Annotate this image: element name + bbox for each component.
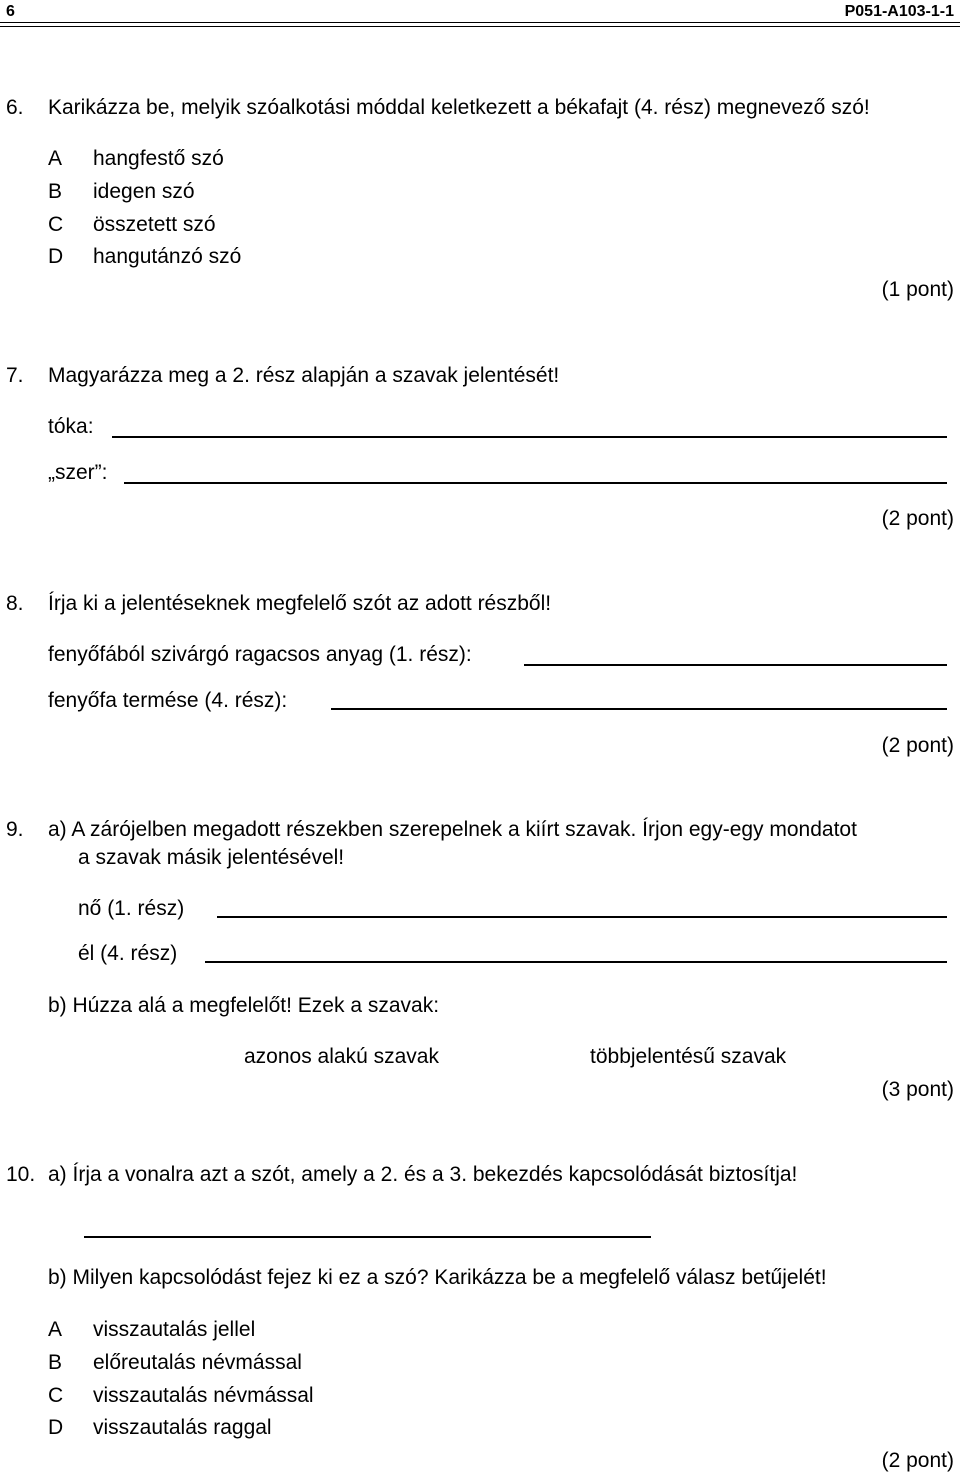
q10-option-c-text: visszautalás névmással xyxy=(93,1384,314,1407)
q9-answer-line-el[interactable] xyxy=(205,961,947,963)
q7-answer-line-szer[interactable] xyxy=(124,482,947,484)
q6-option-b-letter[interactable]: B xyxy=(48,180,63,203)
q6-option-c-text: összetett szó xyxy=(93,213,216,236)
q7-label-toka: tóka: xyxy=(48,415,94,438)
q8-answer-line-1[interactable] xyxy=(524,664,947,666)
q10-option-b-letter[interactable]: B xyxy=(48,1351,63,1374)
q8-number: 8. xyxy=(6,592,24,615)
q10-points: (2 pont) xyxy=(881,1449,954,1472)
page-number: 6 xyxy=(6,3,15,20)
q10-part-b: b) Milyen kapcsolódást fejez ki ez a szó? Karikázza be a megfelelő válasz betűjelét! xyxy=(48,1266,827,1289)
q10-option-c-letter[interactable]: C xyxy=(48,1384,64,1407)
q6-number: 6. xyxy=(6,96,24,119)
q6-points: (1 pont) xyxy=(881,278,954,301)
q9-label-no: nő (1. rész) xyxy=(78,897,185,920)
q10-option-d-letter[interactable]: D xyxy=(48,1416,64,1439)
q9-part-a-line2: a szavak másik jelentésével! xyxy=(78,846,345,869)
q10-number: 10. xyxy=(6,1163,36,1186)
q10-option-a-letter[interactable]: A xyxy=(48,1318,63,1341)
q10-option-d-text: visszautalás raggal xyxy=(93,1416,272,1439)
q9-points: (3 pont) xyxy=(881,1078,954,1101)
q9-choice-2[interactable]: többjelentésű szavak xyxy=(590,1045,787,1068)
q6-option-d-text: hangutánzó szó xyxy=(93,245,242,268)
q6-option-a-text: hangfestő szó xyxy=(93,147,224,170)
q6-option-a-letter[interactable]: A xyxy=(48,147,63,170)
q10-answer-line[interactable] xyxy=(84,1236,651,1238)
q9-choice-1[interactable]: azonos alakú szavak xyxy=(244,1045,439,1068)
q8-label-2: fenyőfa termése (4. rész): xyxy=(48,689,288,712)
q6-option-d-letter[interactable]: D xyxy=(48,245,64,268)
q10-option-b-text: előreutalás névmással xyxy=(93,1351,302,1374)
q8-label-1: fenyőfából szivárgó ragacsos anyag (1. rész): xyxy=(48,643,472,666)
q7-points: (2 pont) xyxy=(881,507,954,530)
q9-label-el: él (4. rész) xyxy=(78,942,178,965)
q7-text: Magyarázza meg a 2. rész alapján a szavak jelentését! xyxy=(48,364,560,387)
q6-option-c-letter[interactable]: C xyxy=(48,213,64,236)
q9-number: 9. xyxy=(6,818,24,841)
q10-option-a-text: visszautalás jellel xyxy=(93,1318,256,1341)
q10-part-a: a) Írja a vonalra azt a szót, amely a 2. és a 3. bekezdés kapcsolódását biztosítja! xyxy=(48,1163,798,1186)
q6-option-b-text: idegen szó xyxy=(93,180,195,203)
q8-answer-line-2[interactable] xyxy=(331,708,947,710)
q8-points: (2 pont) xyxy=(881,734,954,757)
q8-text: Írja ki a jelentéseknek megfelelő szót az adott részből! xyxy=(48,592,552,615)
q9-answer-line-no[interactable] xyxy=(217,916,947,918)
header-rule-2 xyxy=(0,26,960,27)
q6-text: Karikázza be, melyik szóalkotási móddal keletkezett a békafajt (4. rész) megnevező szó! xyxy=(48,96,870,119)
q9-part-a-line1: a) A zárójelben megadott részekben szerepelnek a kiírt szavak. Írjon egy-egy mondatot xyxy=(48,818,857,841)
q7-label-szer: „szer”: xyxy=(48,461,108,484)
q9-part-b: b) Húzza alá a megfelelőt! Ezek a szavak: xyxy=(48,994,440,1017)
document-code: P051-A103-1-1 xyxy=(844,3,954,20)
q7-answer-line-toka[interactable] xyxy=(112,436,947,438)
header-rule xyxy=(0,22,960,23)
q7-number: 7. xyxy=(6,364,24,387)
